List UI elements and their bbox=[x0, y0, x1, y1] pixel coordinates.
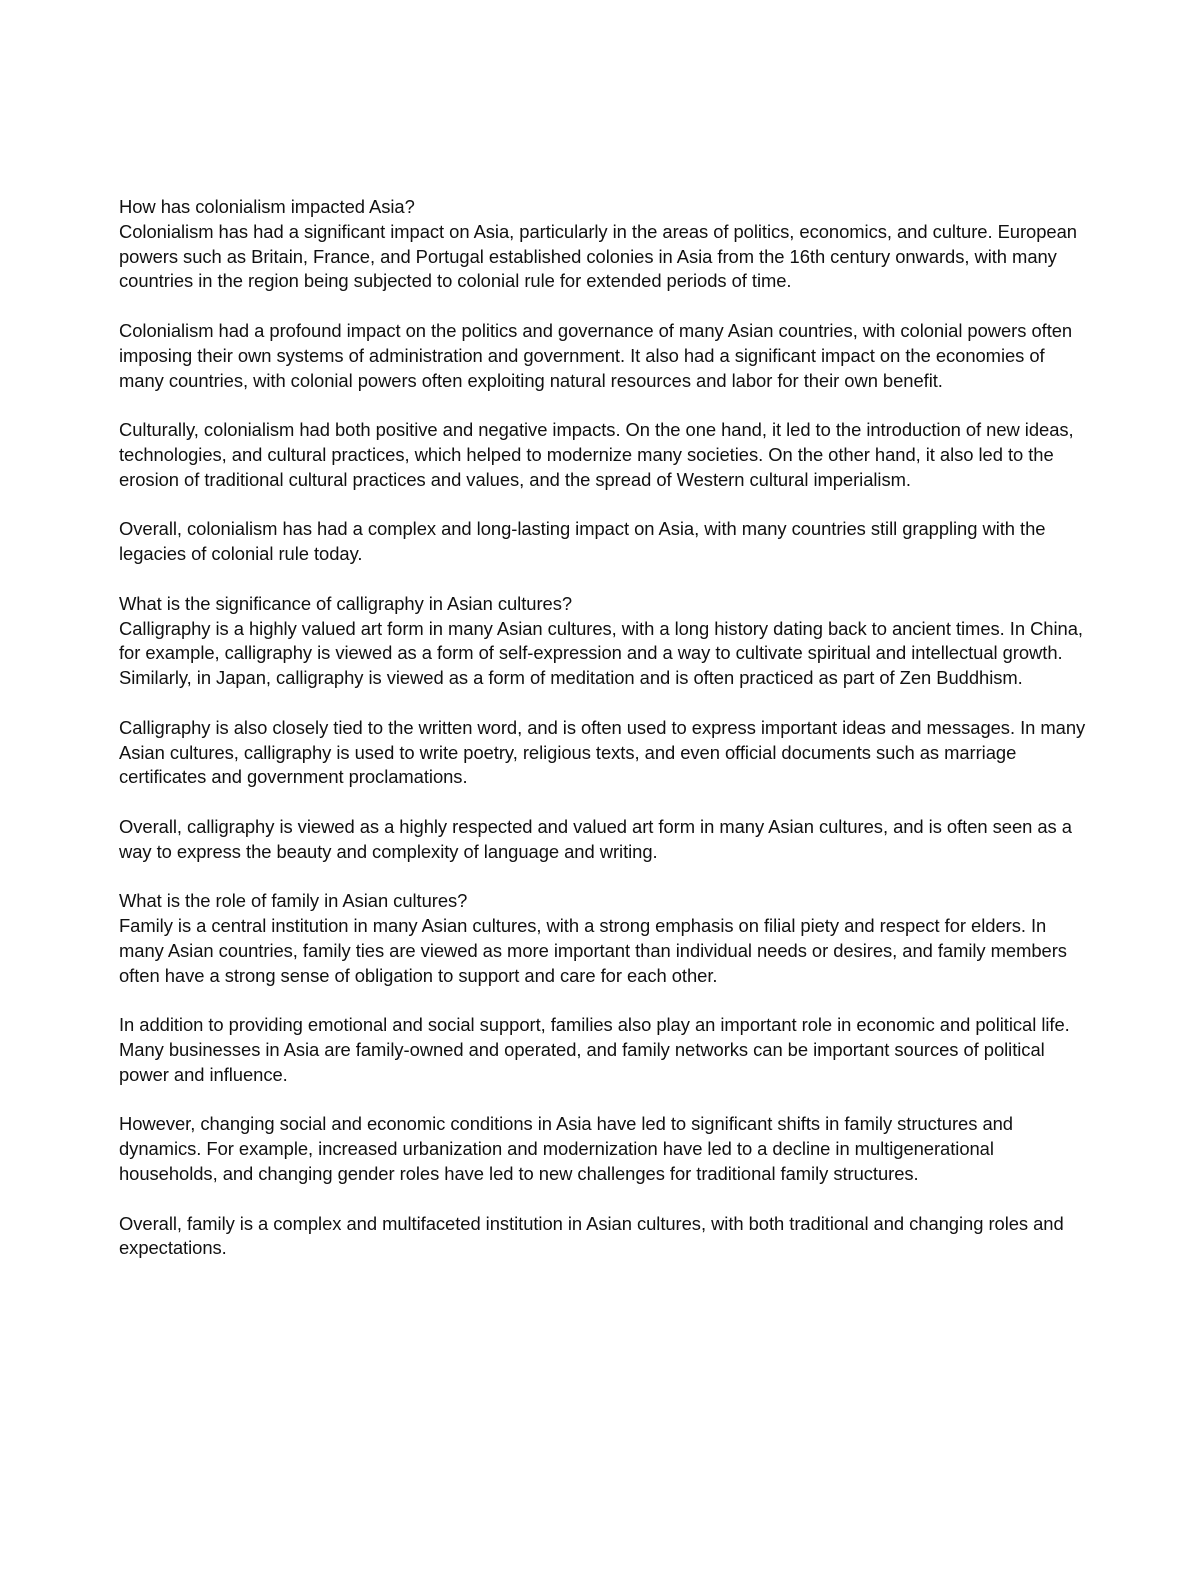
section-calligraphy bbox=[119, 592, 1089, 865]
paragraph: Family is a central institution in many Asian cultures, with a strong emphasis on filial piety and respect for elders. In many Asian countries, family ties are viewed as more important than individual needs or desires, and family members often have a strong sense of obligation to support and care for each other. bbox=[119, 915, 1067, 986]
paragraph: Colonialism had a profound impact on the politics and governance of many Asian countries, with colonial powers often imposing their own systems of administration and government. It also had a significant impact on the economies of many countries, with colonial powers often exploiting natural resources and labor for their own benefit. bbox=[119, 319, 1073, 391]
paragraph: Colonialism has had a significant impact on Asia, particularly in the areas of politics, economics, and culture. European powers such as Britain, France, and Portugal established colonies in Asia from the 16th century onwards, with many countries in the region being subjected to colonial rule for extended periods of time. bbox=[119, 220, 1077, 292]
paragraph: However, changing social and economic conditions in Asia have led to significant shifts in family structures and dynamics. For example, increased urbanization and modernization have led to a decline in multigenerational households, and changing gender roles have led to new challenges for traditional family structures. bbox=[119, 1113, 1013, 1185]
question-heading: How has colonialism impacted Asia? bbox=[119, 196, 415, 217]
section-family bbox=[119, 889, 1089, 1261]
paragraph: Calligraphy is also closely tied to the written word, and is often used to express important ideas and messages. In many Asian cultures, calligraphy is used to write poetry, religious texts, and even official documents such as marriage certificates and government proclamations. bbox=[119, 716, 1086, 788]
paragraph: In addition to providing emotional and social support, families also play an important role in economic and political life. Many businesses in Asia are family-owned and operated, and family networks can be important sources of political power and influence. bbox=[119, 1014, 1070, 1085]
question-heading: What is the role of family in Asian cultures? bbox=[119, 890, 468, 912]
section-colonialism bbox=[119, 195, 1089, 567]
document-body bbox=[119, 195, 1089, 1261]
paragraph: Culturally, colonialism had both positive and negative impacts. On the one hand, it led to the introduction of new ideas, technologies, and cultural practices, which helped to modernize many societies. On the other hand, it also led to the erosion of traditional cultural practices and values, and the spread of Western cultural imperialism. bbox=[119, 419, 1074, 490]
paragraph: Overall, colonialism has had a complex and long-lasting impact on Asia, with many countries still grappling with the legacies of colonial rule today. bbox=[119, 518, 1046, 565]
paragraph: Overall, family is a complex and multifaceted institution in Asian cultures, with both traditional and changing roles and expectations. bbox=[119, 1212, 1064, 1259]
paragraph: Overall, calligraphy is viewed as a highly respected and valued art form in many Asian cultures, and is often seen as a way to express the beauty and complexity of language and writing. bbox=[119, 815, 1072, 862]
question-heading: What is the significance of calligraphy in Asian cultures? bbox=[119, 592, 573, 614]
paragraph: Calligraphy is a highly valued art form in many Asian cultures, with a long history dating back to ancient times. In China, for example, calligraphy is viewed as a form of self-expression and a way to cultivate spiritual and intellectual growth. Similarly, in Japan, calligraphy is viewed as a form of meditation and is often practiced as part of Zen Buddhism. bbox=[119, 617, 1083, 689]
